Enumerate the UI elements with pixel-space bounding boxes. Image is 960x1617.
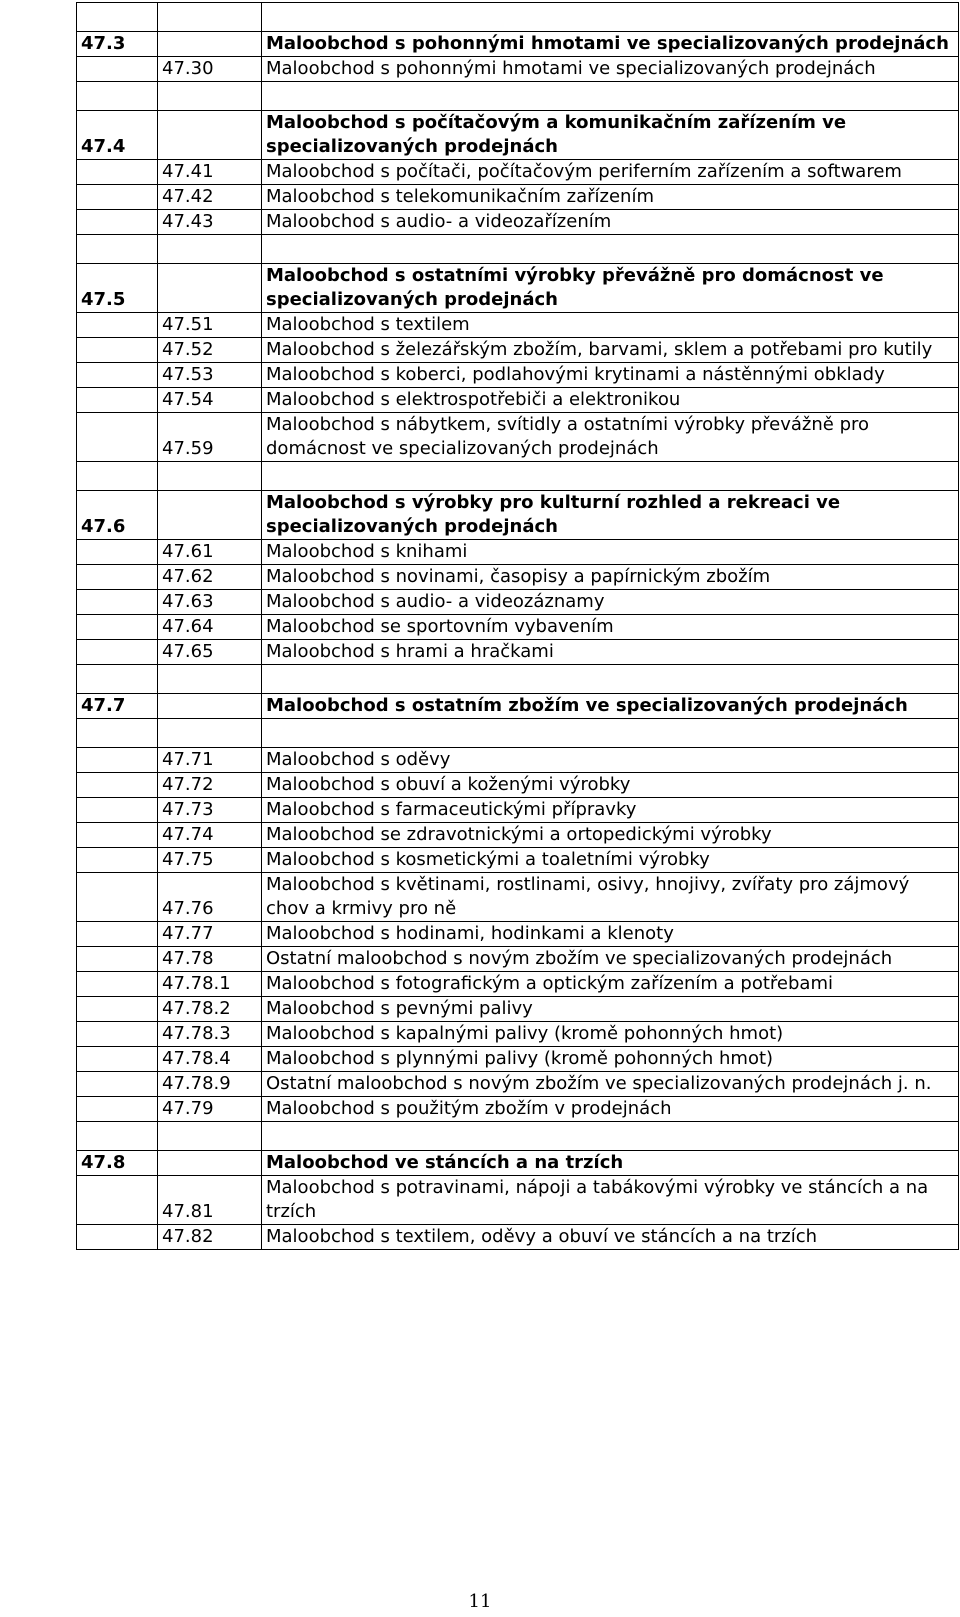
class-title: Maloobchod s oděvy [262,748,959,773]
empty-cell [77,82,158,111]
class-row [77,798,959,823]
class-row [77,748,959,773]
class-row [77,590,959,615]
empty-cell [77,413,158,462]
class-title: Maloobchod s kosmetickými a toaletními výrobky [262,848,959,873]
empty-cell [158,665,262,694]
spacer-row [77,82,959,111]
empty-cell [77,185,158,210]
class-code: 47.78.4 [158,1047,262,1072]
empty-cell [77,665,158,694]
class-title: Maloobchod s telekomunikačním zařízením [262,185,959,210]
class-row [77,823,959,848]
class-title: Maloobchod s knihami [262,540,959,565]
class-title: Maloobchod s pevnými palivy [262,997,959,1022]
empty-cell [77,922,158,947]
class-title: Maloobchod se sportovním vybavením [262,615,959,640]
class-code: 47.62 [158,565,262,590]
class-row [77,848,959,873]
class-row [77,773,959,798]
nace-classification-table [76,2,959,1250]
class-title: Ostatní maloobchod s novým zbožím ve specializovaných prodejnách j. n. [262,1072,959,1097]
empty-cell [77,235,158,264]
class-row [77,922,959,947]
class-row [77,363,959,388]
empty-cell [158,111,262,160]
spacer-row [77,235,959,264]
group-code: 47.3 [77,32,158,57]
class-code: 47.78.9 [158,1072,262,1097]
empty-cell [77,338,158,363]
empty-cell [77,1225,158,1250]
empty-cell [77,640,158,665]
class-title: Maloobchod s farmaceutickými přípravky [262,798,959,823]
class-code: 47.74 [158,823,262,848]
empty-cell [262,1122,959,1151]
empty-cell [77,748,158,773]
empty-cell [77,947,158,972]
empty-cell [77,1176,158,1225]
group-row [77,1151,959,1176]
class-row [77,997,959,1022]
class-row [77,972,959,997]
spacer-row [77,3,959,32]
empty-cell [77,1122,158,1151]
empty-cell [158,491,262,540]
class-code: 47.64 [158,615,262,640]
class-code: 47.59 [158,413,262,462]
empty-cell [77,1047,158,1072]
empty-cell [77,540,158,565]
group-row [77,32,959,57]
class-code: 47.73 [158,798,262,823]
class-row [77,540,959,565]
class-code: 47.52 [158,338,262,363]
class-title: Maloobchod s audio- a videozařízením [262,210,959,235]
class-title: Maloobchod s hodinami, hodinkami a klenoty [262,922,959,947]
empty-cell [77,997,158,1022]
class-code: 47.63 [158,590,262,615]
empty-cell [77,3,158,32]
group-row [77,111,959,160]
empty-cell [158,264,262,313]
group-title: Maloobchod s ostatním zbožím ve specializovaných prodejnách [262,694,959,719]
class-row [77,413,959,462]
empty-cell [262,82,959,111]
class-title: Maloobchod s použitým zbožím v prodejnách [262,1097,959,1122]
class-title: Maloobchod s počítači, počítačovým periferním zařízením a softwarem [262,160,959,185]
class-row [77,1072,959,1097]
group-title: Maloobchod s pohonnými hmotami ve specializovaných prodejnách [262,32,959,57]
group-title: Maloobchod ve stáncích a na trzích [262,1151,959,1176]
class-row [77,160,959,185]
empty-cell [77,823,158,848]
class-code: 47.78 [158,947,262,972]
class-row [77,615,959,640]
class-row [77,185,959,210]
group-code: 47.6 [77,491,158,540]
class-title: Maloobchod s audio- a videozáznamy [262,590,959,615]
class-title: Maloobchod s textilem, oděvy a obuví ve stáncích a na trzích [262,1225,959,1250]
empty-cell [77,1097,158,1122]
empty-cell [77,848,158,873]
empty-cell [158,1151,262,1176]
class-code: 47.78.3 [158,1022,262,1047]
empty-cell [158,3,262,32]
class-code: 47.81 [158,1176,262,1225]
group-code: 47.4 [77,111,158,160]
class-title: Maloobchod s pohonnými hmotami ve specializovaných prodejnách [262,57,959,82]
class-code: 47.79 [158,1097,262,1122]
class-code: 47.54 [158,388,262,413]
empty-cell [77,773,158,798]
group-code: 47.8 [77,1151,158,1176]
empty-cell [262,665,959,694]
class-title: Maloobchod se zdravotnickými a ortopedickými výrobky [262,823,959,848]
group-row [77,264,959,313]
class-code: 47.61 [158,540,262,565]
spacer-row [77,719,959,748]
class-title: Maloobchod s elektrospotřebiči a elektronikou [262,388,959,413]
class-row [77,640,959,665]
group-code: 47.5 [77,264,158,313]
class-title: Maloobchod s novinami, časopisy a papírnickým zbožím [262,565,959,590]
class-row [77,947,959,972]
class-code: 47.51 [158,313,262,338]
empty-cell [77,873,158,922]
empty-cell [158,1122,262,1151]
class-row [77,1097,959,1122]
empty-cell [77,388,158,413]
empty-cell [77,615,158,640]
group-title: Maloobchod s ostatními výrobky převážně pro domácnost ve specializovaných prodejnách [262,264,959,313]
spacer-row [77,462,959,491]
class-code: 47.82 [158,1225,262,1250]
empty-cell [77,590,158,615]
empty-cell [77,565,158,590]
class-title: Maloobchod s obuví a koženými výrobky [262,773,959,798]
empty-cell [158,694,262,719]
empty-cell [77,462,158,491]
class-row [77,57,959,82]
spacer-row [77,1122,959,1151]
class-row [77,1047,959,1072]
group-code: 47.7 [77,694,158,719]
class-title: Maloobchod s hrami a hračkami [262,640,959,665]
class-code: 47.78.1 [158,972,262,997]
empty-cell [77,363,158,388]
class-code: 47.72 [158,773,262,798]
class-code: 47.30 [158,57,262,82]
class-row [77,210,959,235]
class-code: 47.42 [158,185,262,210]
empty-cell [158,82,262,111]
empty-cell [77,210,158,235]
empty-cell [262,462,959,491]
empty-cell [77,313,158,338]
class-code: 47.77 [158,922,262,947]
class-code: 47.76 [158,873,262,922]
empty-cell [262,235,959,264]
class-row [77,338,959,363]
empty-cell [77,1022,158,1047]
class-row [77,313,959,338]
empty-cell [77,972,158,997]
class-title: Maloobchod s kapalnými palivy (kromě pohonných hmot) [262,1022,959,1047]
class-code: 47.75 [158,848,262,873]
empty-cell [77,160,158,185]
group-title: Maloobchod s počítačovým a komunikačním zařízením ve specializovaných prodejnách [262,111,959,160]
empty-cell [262,719,959,748]
empty-cell [77,798,158,823]
spacer-row [77,665,959,694]
group-title: Maloobchod s výrobky pro kulturní rozhled a rekreaci ve specializovaných prodejnách [262,491,959,540]
class-row [77,873,959,922]
class-row [77,565,959,590]
class-title: Maloobchod s textilem [262,313,959,338]
class-title: Maloobchod s železářským zbožím, barvami, sklem a potřebami pro kutily [262,338,959,363]
empty-cell [262,3,959,32]
group-row [77,491,959,540]
empty-cell [77,1072,158,1097]
class-code: 47.78.2 [158,997,262,1022]
class-code: 47.71 [158,748,262,773]
class-row [77,1225,959,1250]
class-code: 47.43 [158,210,262,235]
class-code: 47.41 [158,160,262,185]
empty-cell [158,719,262,748]
class-title: Maloobchod s květinami, rostlinami, osivy, hnojivy, zvířaty pro zájmový chov a krmivy pro ně [262,873,959,922]
group-row [77,694,959,719]
class-row [77,1022,959,1047]
class-title: Maloobchod s nábytkem, svítidly a ostatními výrobky převážně pro domácnost ve specializovaných prodejnách [262,413,959,462]
empty-cell [77,719,158,748]
empty-cell [158,235,262,264]
class-code: 47.53 [158,363,262,388]
empty-cell [158,32,262,57]
empty-cell [158,462,262,491]
page-number: 11 [468,1591,492,1612]
class-title: Maloobchod s koberci, podlahovými krytinami a nástěnnými obklady [262,363,959,388]
class-title: Maloobchod s plynnými palivy (kromě pohonných hmot) [262,1047,959,1072]
class-title: Maloobchod s fotografickým a optickým zařízením a potřebami [262,972,959,997]
empty-cell [77,57,158,82]
class-row [77,1176,959,1225]
class-title: Ostatní maloobchod s novým zbožím ve specializovaných prodejnách [262,947,959,972]
class-title: Maloobchod s potravinami, nápoji a tabákovými výrobky ve stáncích a na trzích [262,1176,959,1225]
class-code: 47.65 [158,640,262,665]
class-row [77,388,959,413]
